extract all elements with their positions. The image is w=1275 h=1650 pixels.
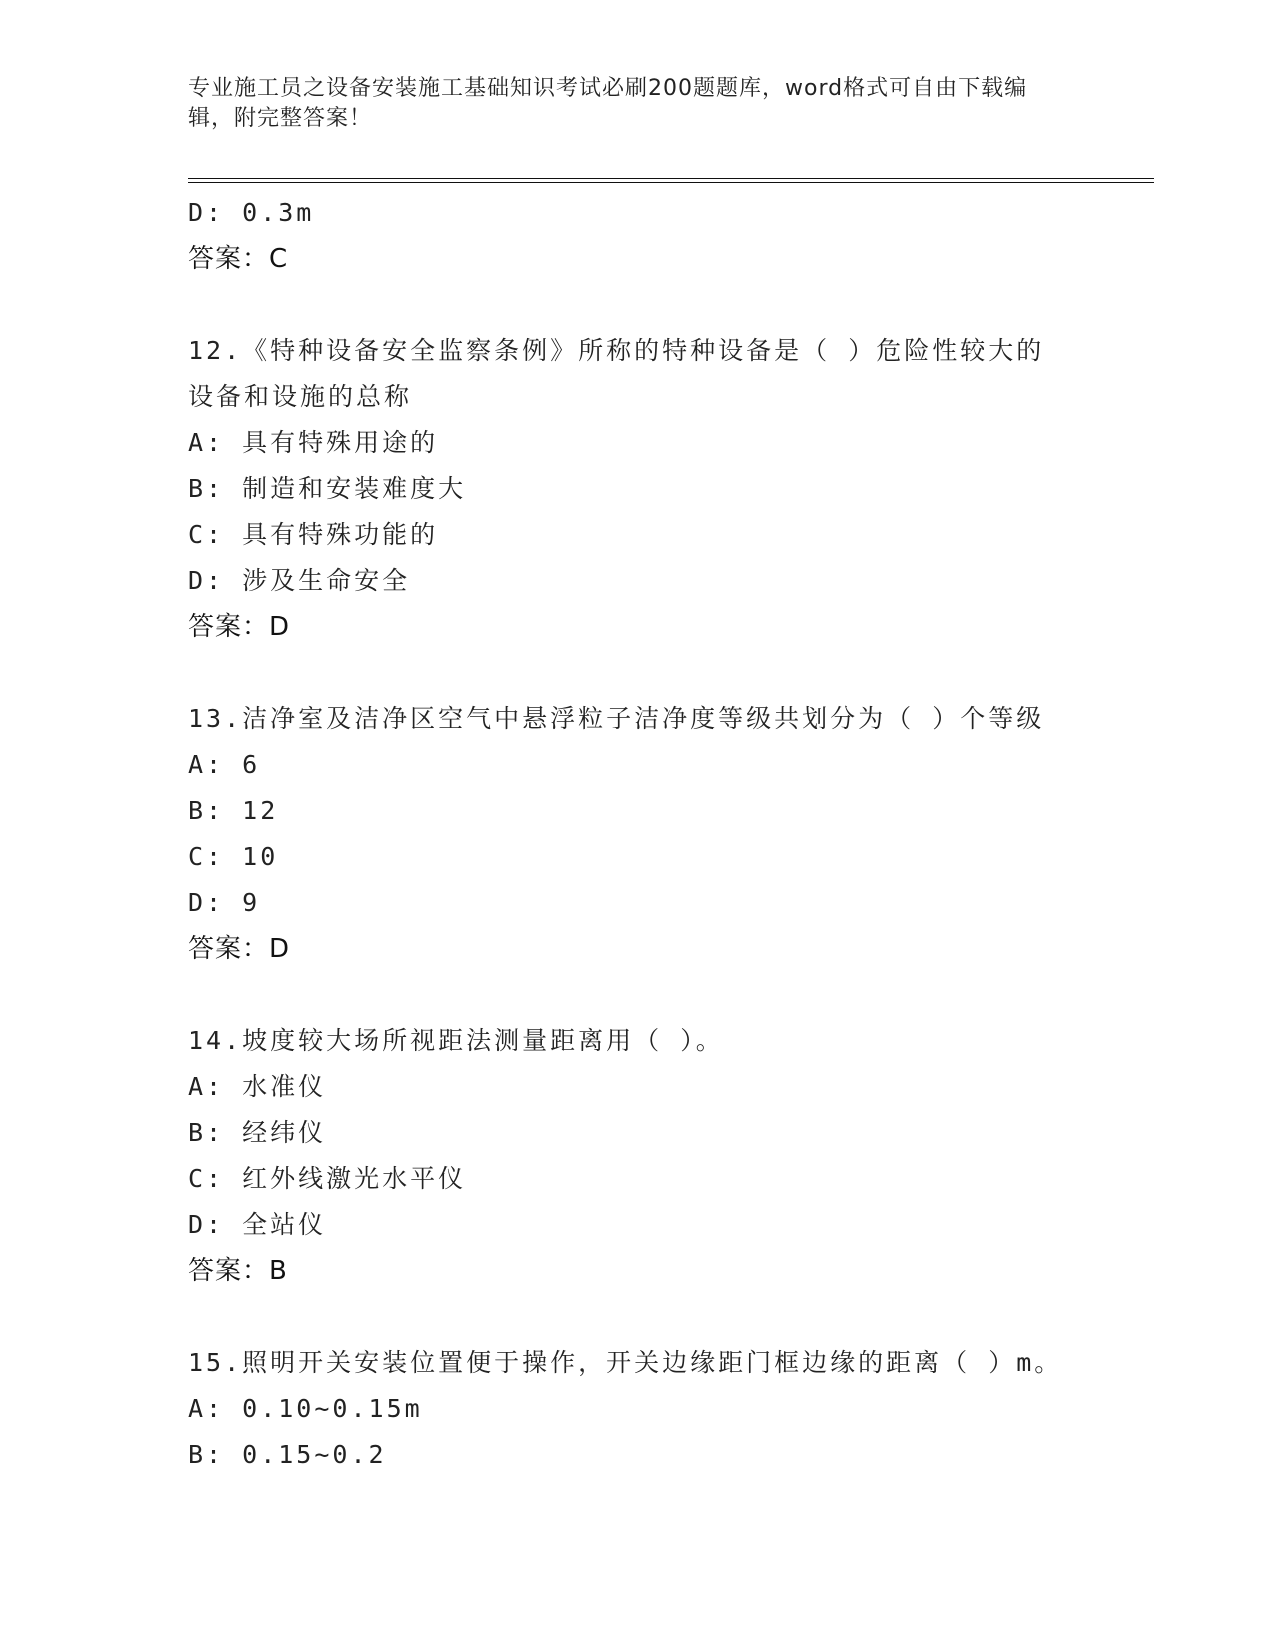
question-12: [188, 328, 1148, 650]
question-title: 15.照明开关安装位置便于操作，开关边缘距门框边缘的距离（ ）m。: [188, 1348, 1063, 1377]
option-d: D: 涉及生命安全: [188, 566, 411, 595]
option-d: D: 0.3m: [188, 198, 315, 227]
option-c: C: 红外线激光水平仪: [188, 1164, 467, 1193]
option-a: A: 具有特殊用途的: [188, 428, 439, 457]
spacer: [188, 650, 1148, 696]
option-a: A: 0.10~0.15m: [188, 1394, 423, 1423]
answer: 答案：C: [188, 244, 289, 274]
answer: 答案：D: [188, 934, 291, 964]
option-b: B: 经纬仪: [188, 1118, 327, 1147]
question-15: [188, 1340, 1148, 1478]
question-14: [188, 1018, 1148, 1294]
document-header: 专业施工员之设备安装施工基础知识考试必刷200题题库，word格式可自由下载编辑，附完整答案！: [188, 76, 1028, 131]
question-title: 12.《特种设备安全监察条例》所称的特种设备是（ ）危险性较大的设备和设施的总称: [188, 336, 1045, 411]
spacer: [188, 282, 1148, 328]
header-divider-top: [188, 178, 1154, 179]
option-c: C: 具有特殊功能的: [188, 520, 439, 549]
spacer: [188, 972, 1148, 1018]
header-divider-bottom: [188, 182, 1154, 183]
option-d: D: 全站仪: [188, 1210, 327, 1239]
option-b: B: 12: [188, 796, 279, 825]
option-c: C: 10: [188, 842, 279, 871]
answer: 答案：B: [188, 1256, 288, 1286]
option-a: A: 6: [188, 750, 261, 779]
option-a: A: 水准仪: [188, 1072, 327, 1101]
option-b: B: 0.15~0.2: [188, 1440, 387, 1469]
option-b: B: 制造和安装难度大: [188, 474, 467, 503]
option-d: D: 9: [188, 888, 261, 917]
question-13: [188, 696, 1148, 972]
document-body: [188, 190, 1148, 1478]
question-title: 13.洁净室及洁净区空气中悬浮粒子洁净度等级共划分为（ ）个等级: [188, 704, 1045, 733]
spacer: [188, 1294, 1148, 1340]
question-title: 14.坡度较大场所视距法测量距离用（ ）。: [188, 1026, 724, 1055]
answer: 答案：D: [188, 612, 291, 642]
